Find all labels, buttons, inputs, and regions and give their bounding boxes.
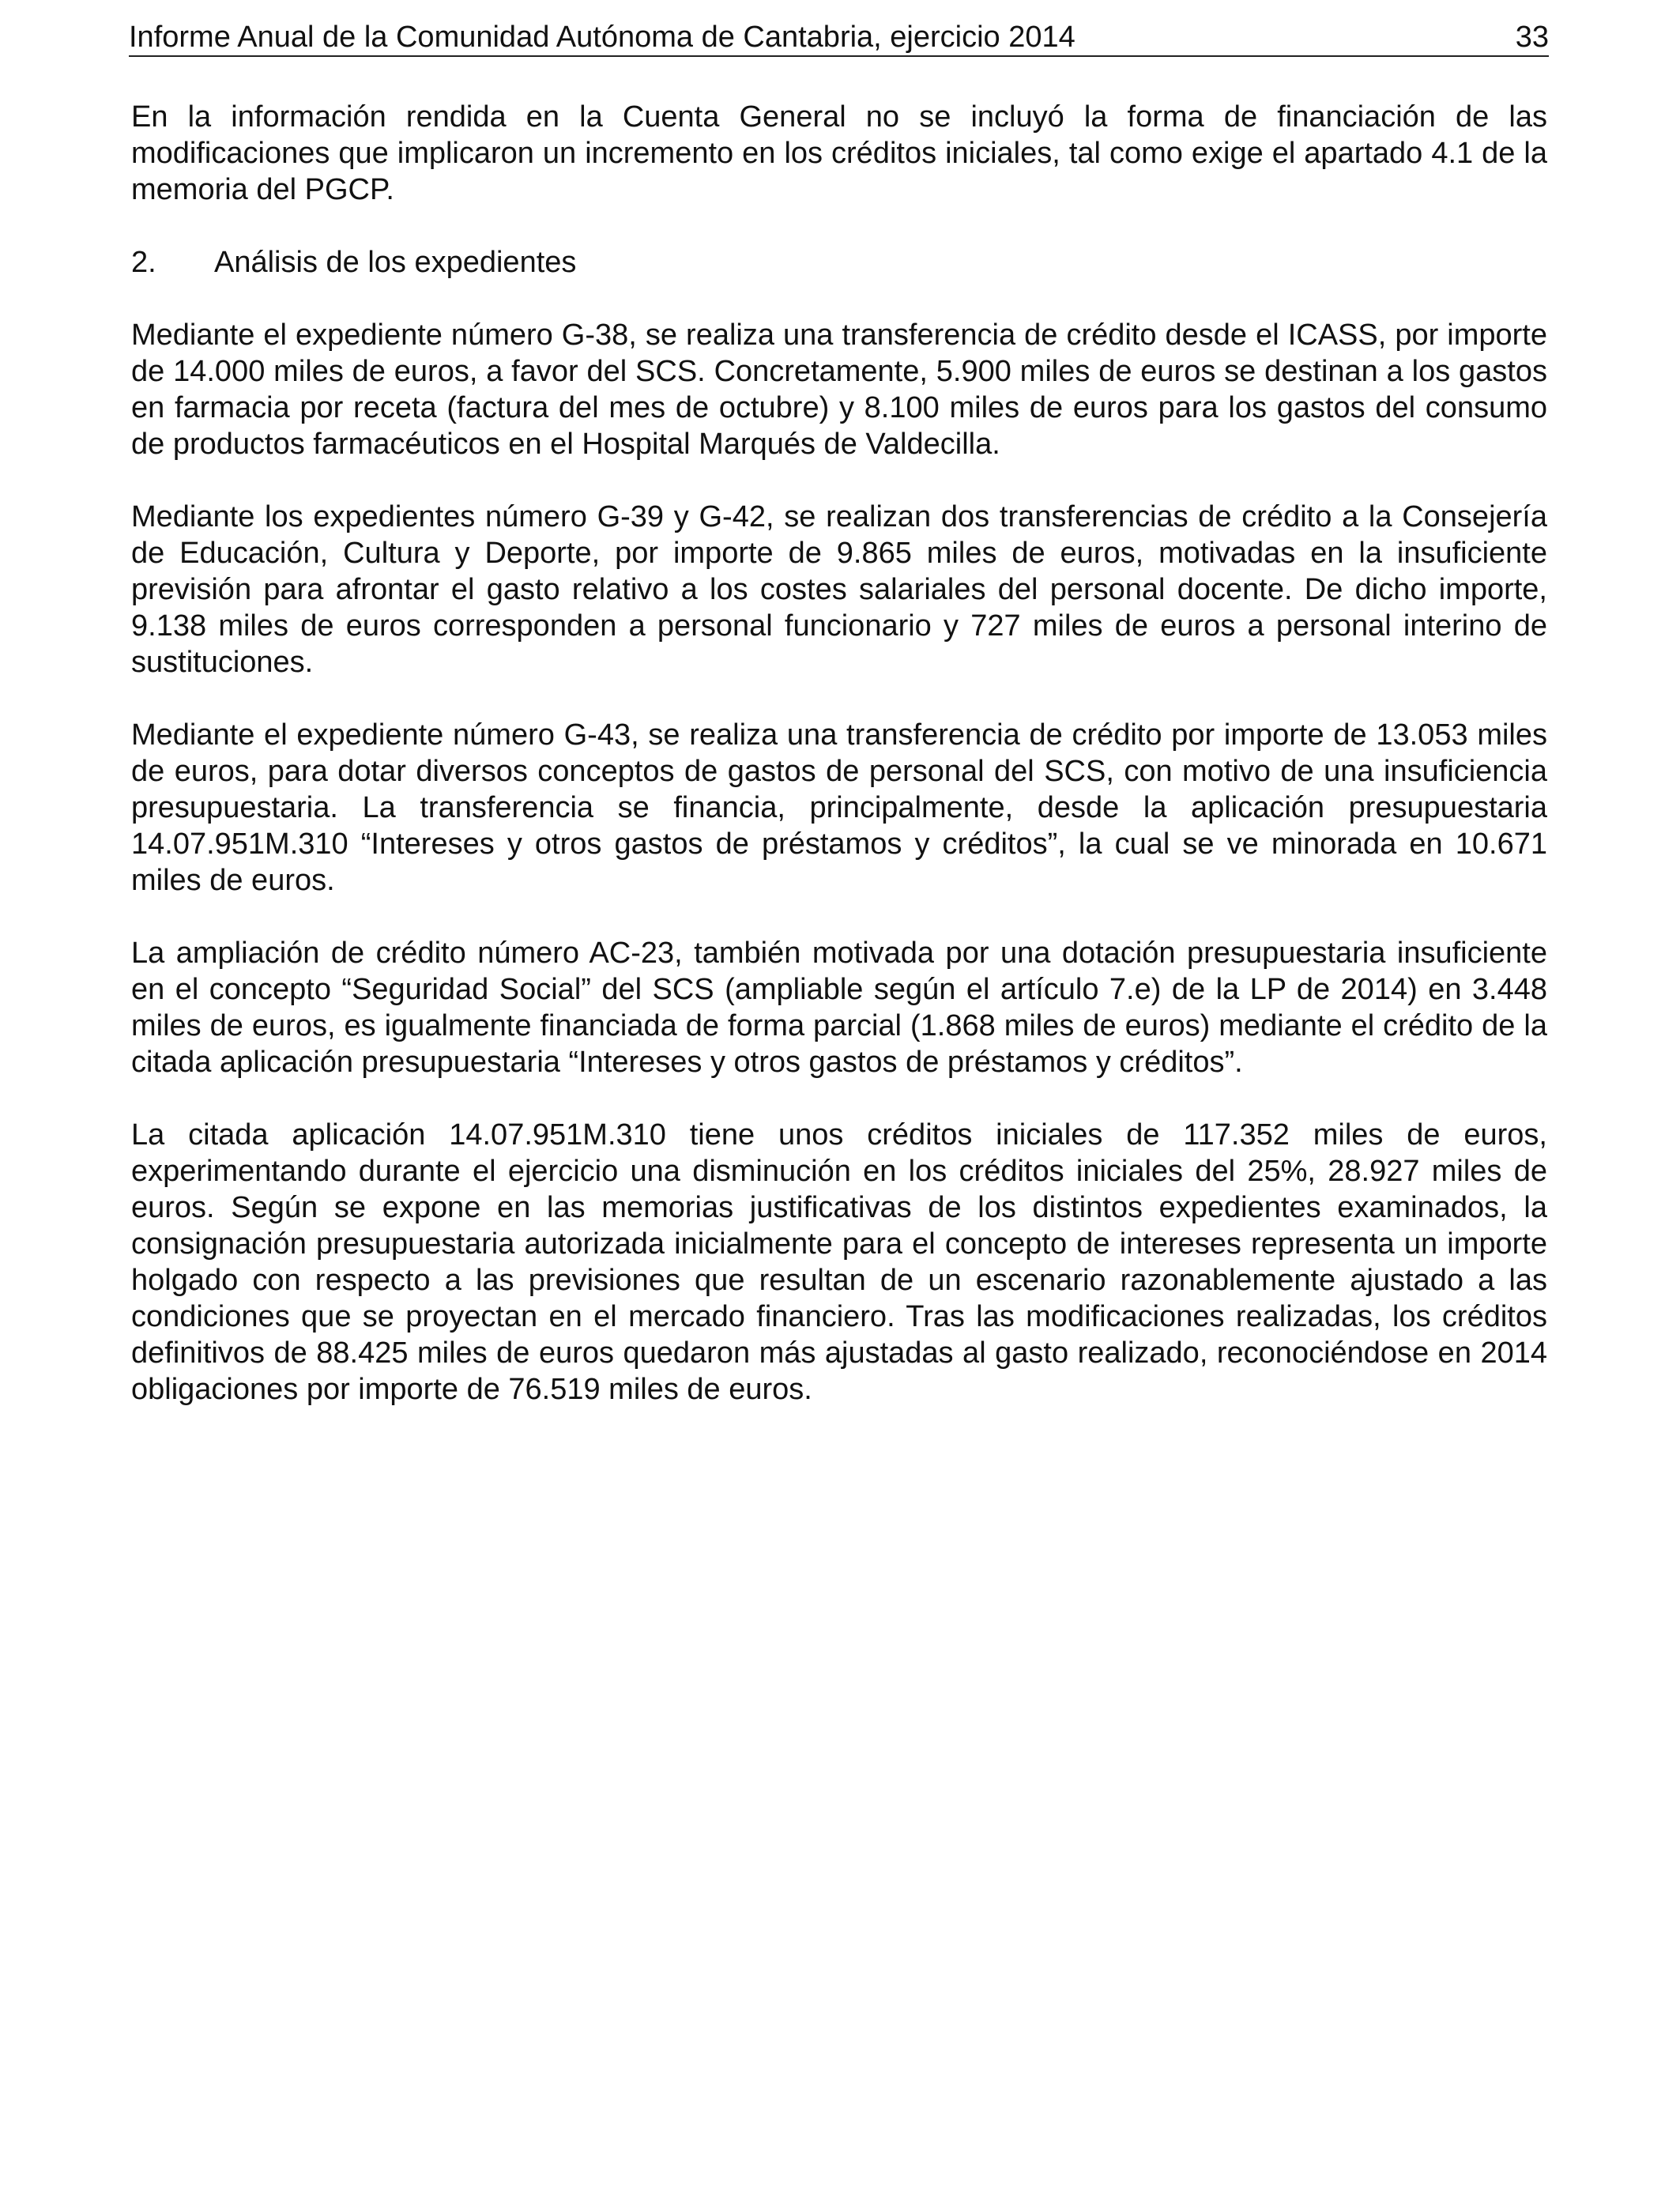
page-number: 33	[1515, 21, 1549, 54]
paragraph-g39-g42: Mediante los expedientes número G-39 y G-42, se realizan dos transferencias de crédito a la Consejería de Educación, Cultura y Deporte, por importe de 9.865 miles de euros, motivadas en la insuficiente previsión para afrontar el gasto relativo a los costes salariales del personal docente. De dicho importe, 9.138 miles de euros corresponden a personal funcionario y 727 miles de euros a personal interino de sustituciones.	[131, 500, 1547, 679]
header-title: Informe Anual de la Comunidad Autónoma de Cantabria, ejercicio 2014	[129, 21, 1075, 54]
paragraph-g38: Mediante el expediente número G-38, se realiza una transferencia de crédito desde el ICASS, por importe de 14.000 miles de euros, a favor del SCS. Concretamente, 5.900 miles de euros se destinan a los gastos en farmacia por receta (factura del mes de octubre) y 8.100 miles de euros para los gastos del consumo de productos farmacéuticos en el Hospital Marqués de Valdecilla.	[131, 319, 1547, 461]
document-body	[131, 99, 1547, 1408]
section-number: 2.	[131, 246, 156, 279]
running-header	[129, 17, 1549, 57]
section-title: Análisis de los expedientes	[214, 246, 577, 279]
paragraph-g43: Mediante el expediente número G-43, se realiza una transferencia de crédito por importe de 13.053 miles de euros, para dotar diversos conceptos de gastos de personal del SCS, con motivo de una insuficiencia presupuestaria. La transferencia se financia, principalmente, desde la aplicación presupuestaria 14.07.951M.310 “Intereses y otros gastos de préstamos y créditos”, la cual se ve minorada en 10.671 miles de euros.	[131, 718, 1547, 897]
paragraph-ac23: La ampliación de crédito número AC-23, también motivada por una dotación presupuestaria insuficiente en el concepto “Seguridad Social” del SCS (ampliable según el artículo 7.e) de la LP de 2014) en 3.448 miles de euros, es igualmente financiada de forma parcial (1.868 miles de euros) mediante el crédito de la citada aplicación presupuestaria “Intereses y otros gastos de préstamos y créditos”.	[131, 937, 1547, 1079]
section-heading	[131, 244, 1547, 281]
paragraph-aplicacion: La citada aplicación 14.07.951M.310 tiene unos créditos iniciales de 117.352 miles de euros, experimentando durante el ejercicio una disminución en los créditos iniciales del 25%, 28.927 miles de euros. Según se expone en las memorias justificativas de los distintos expedientes examinados, la consignación presupuestaria autorizada inicialmente para el concepto de intereses representa un importe holgado con respecto a las previsiones que resultan de un escenario razonablemente ajustado a las condiciones que se proyectan en el mercado financiero. Tras las modificaciones realizadas, los créditos definitivos de 88.425 miles de euros quedaron más ajustadas al gasto realizado, reconociéndose en 2014 obligaciones por importe de 76.519 miles de euros.	[131, 1118, 1547, 1406]
intro-paragraph: En la información rendida en la Cuenta General no se incluyó la forma de financiación de las modificaciones que implicaron un incremento en los créditos iniciales, tal como exige el apartado 4.1 de la memoria del PGCP.	[131, 100, 1547, 206]
